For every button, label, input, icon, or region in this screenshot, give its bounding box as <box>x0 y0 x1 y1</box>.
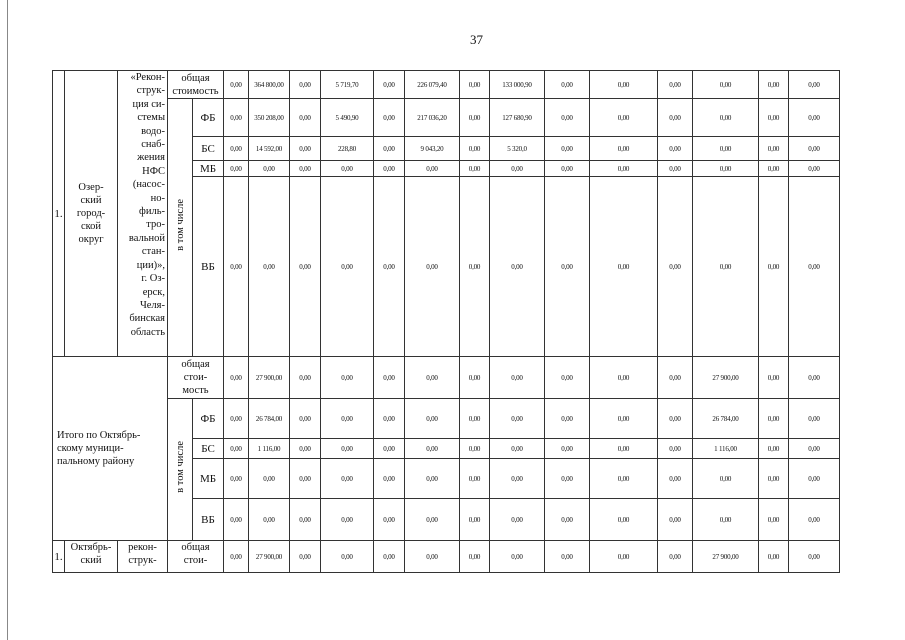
cost-label: общая стоимость <box>168 71 224 99</box>
value-cell: 0,00 <box>321 541 374 573</box>
object-name: рекон- струк- <box>118 541 168 573</box>
value-cell: 0,00 <box>224 459 249 499</box>
value-cell: 0,00 <box>374 177 405 357</box>
page-number: 37 <box>470 32 483 47</box>
value-cell: 226 079,40 <box>405 71 460 99</box>
value-cell: 0,00 <box>374 541 405 573</box>
value-cell: 0,00 <box>545 177 590 357</box>
value-cell: 0,00 <box>545 71 590 99</box>
value-cell: 0,00 <box>290 177 321 357</box>
value-cell: 0,00 <box>290 541 321 573</box>
municipality-name: Октябрь- ский <box>65 541 118 573</box>
value-cell: 0,00 <box>249 499 290 541</box>
value-cell: 0,00 <box>321 161 374 177</box>
value-cell: 228,80 <box>321 137 374 161</box>
value-cell: 0,00 <box>658 137 693 161</box>
left-margin-rule <box>7 0 8 640</box>
value-cell: 0,00 <box>545 439 590 459</box>
value-cell: 0,00 <box>658 399 693 439</box>
value-cell: 0,00 <box>759 357 789 399</box>
value-cell: 0,00 <box>405 459 460 499</box>
value-cell: 0,00 <box>590 99 658 137</box>
value-cell: 0,00 <box>658 459 693 499</box>
value-cell: 0,00 <box>590 399 658 439</box>
value-cell: 0,00 <box>658 177 693 357</box>
value-cell: 0,00 <box>590 541 658 573</box>
value-cell: 0,00 <box>460 439 490 459</box>
value-cell: 27 900,00 <box>693 541 759 573</box>
value-cell: 9 043,20 <box>405 137 460 161</box>
table-row <box>53 541 840 573</box>
value-cell: 26 784,00 <box>693 399 759 439</box>
value-cell: 0,00 <box>374 71 405 99</box>
value-cell: 0,00 <box>545 161 590 177</box>
value-cell: 0,00 <box>321 459 374 499</box>
incl-label-cell <box>168 99 193 357</box>
value-cell: 0,00 <box>658 439 693 459</box>
value-cell: 0,00 <box>405 177 460 357</box>
row-number: 1. <box>53 541 65 573</box>
value-cell: 0,00 <box>490 357 545 399</box>
value-cell: 0,00 <box>405 357 460 399</box>
value-cell: 0,00 <box>545 541 590 573</box>
value-cell: 0,00 <box>789 399 840 439</box>
value-cell: 0,00 <box>789 71 840 99</box>
value-cell: 0,00 <box>374 399 405 439</box>
value-cell: 0,00 <box>224 499 249 541</box>
value-cell: 0,00 <box>490 541 545 573</box>
fund-label: БС <box>193 439 224 459</box>
value-cell: 0,00 <box>224 541 249 573</box>
value-cell: 0,00 <box>490 499 545 541</box>
value-cell: 26 784,00 <box>249 399 290 439</box>
value-cell: 0,00 <box>658 99 693 137</box>
value-cell: 0,00 <box>759 99 789 137</box>
value-cell: 0,00 <box>460 399 490 439</box>
table-row <box>53 99 840 137</box>
value-cell: 0,00 <box>759 499 789 541</box>
value-cell: 0,00 <box>290 71 321 99</box>
value-cell: 0,00 <box>759 399 789 439</box>
value-cell: 14 592,00 <box>249 137 290 161</box>
value-cell: 0,00 <box>759 459 789 499</box>
cost-label: общая стои- мость <box>168 357 224 399</box>
value-cell: 0,00 <box>490 177 545 357</box>
value-cell: 0,00 <box>789 459 840 499</box>
value-cell: 0,00 <box>224 137 249 161</box>
value-cell: 0,00 <box>374 99 405 137</box>
value-cell: 0,00 <box>460 499 490 541</box>
value-cell: 0,00 <box>374 137 405 161</box>
budget-table <box>52 70 840 573</box>
value-cell: 0,00 <box>789 99 840 137</box>
value-cell: 0,00 <box>224 161 249 177</box>
fund-label: МБ <box>193 161 224 177</box>
value-cell: 0,00 <box>321 357 374 399</box>
total-title: Итого по Октябрь- скому муници- пальному району <box>53 357 168 541</box>
value-cell: 0,00 <box>321 499 374 541</box>
value-cell: 1 116,00 <box>249 439 290 459</box>
table-row <box>53 71 840 99</box>
incl-label-cell <box>168 399 193 541</box>
value-cell: 0,00 <box>693 177 759 357</box>
table-row <box>53 399 840 439</box>
value-cell: 0,00 <box>590 161 658 177</box>
value-cell: 133 000,90 <box>490 71 545 99</box>
value-cell: 0,00 <box>249 161 290 177</box>
value-cell: 0,00 <box>789 161 840 177</box>
fund-label: ВБ <box>193 499 224 541</box>
value-cell: 0,00 <box>693 499 759 541</box>
value-cell: 0,00 <box>224 99 249 137</box>
value-cell: 0,00 <box>374 357 405 399</box>
value-cell: 0,00 <box>460 357 490 399</box>
value-cell: 0,00 <box>321 439 374 459</box>
value-cell: 0,00 <box>759 541 789 573</box>
value-cell: 0,00 <box>658 499 693 541</box>
value-cell: 0,00 <box>789 357 840 399</box>
value-cell: 5 320,0 <box>490 137 545 161</box>
value-cell: 0,00 <box>460 71 490 99</box>
value-cell: 0,00 <box>290 439 321 459</box>
table-row <box>53 357 840 399</box>
value-cell: 0,00 <box>590 177 658 357</box>
value-cell: 0,00 <box>321 399 374 439</box>
value-cell: 0,00 <box>759 177 789 357</box>
value-cell: 0,00 <box>405 439 460 459</box>
value-cell: 0,00 <box>405 399 460 439</box>
value-cell: 0,00 <box>759 71 789 99</box>
value-cell: 364 800,00 <box>249 71 290 99</box>
fund-label: МБ <box>193 459 224 499</box>
value-cell: 0,00 <box>460 137 490 161</box>
value-cell: 350 208,00 <box>249 99 290 137</box>
value-cell: 0,00 <box>374 161 405 177</box>
value-cell: 0,00 <box>545 399 590 439</box>
value-cell: 0,00 <box>224 439 249 459</box>
value-cell: 0,00 <box>590 357 658 399</box>
value-cell: 0,00 <box>693 459 759 499</box>
cost-label: общая стои- <box>168 541 224 573</box>
value-cell: 0,00 <box>405 161 460 177</box>
value-cell: 0,00 <box>693 71 759 99</box>
value-cell: 0,00 <box>249 459 290 499</box>
value-cell: 0,00 <box>460 161 490 177</box>
value-cell: 0,00 <box>658 541 693 573</box>
value-cell: 0,00 <box>374 499 405 541</box>
value-cell: 0,00 <box>789 177 840 357</box>
vertical-label: в том числе <box>174 441 186 493</box>
value-cell: 5 490,90 <box>321 99 374 137</box>
value-cell: 0,00 <box>321 177 374 357</box>
value-cell: 0,00 <box>545 459 590 499</box>
value-cell: 0,00 <box>545 499 590 541</box>
value-cell: 0,00 <box>460 177 490 357</box>
value-cell: 0,00 <box>590 459 658 499</box>
value-cell: 0,00 <box>545 357 590 399</box>
value-cell: 0,00 <box>590 71 658 99</box>
value-cell: 0,00 <box>490 161 545 177</box>
value-cell: 0,00 <box>693 161 759 177</box>
municipality-name: Озер- ский город- ской округ <box>65 71 118 357</box>
fund-label: ФБ <box>193 399 224 439</box>
value-cell: 0,00 <box>290 499 321 541</box>
value-cell: 0,00 <box>590 499 658 541</box>
value-cell: 5 719,70 <box>321 71 374 99</box>
value-cell: 0,00 <box>224 71 249 99</box>
object-name: «Рекон- струк- ция си- стемы водо- снаб- жения НФС (насос- но- филь- тро- вальной стан- ции)», г. Оз- ерск, Челя- бинская область <box>118 71 168 357</box>
value-cell: 0,00 <box>590 439 658 459</box>
value-cell: 0,00 <box>789 499 840 541</box>
value-cell: 0,00 <box>460 99 490 137</box>
row-number: 1. <box>53 71 65 357</box>
value-cell: 27 900,00 <box>249 357 290 399</box>
vertical-label: в том числе <box>174 199 186 251</box>
value-cell: 0,00 <box>759 439 789 459</box>
value-cell: 0,00 <box>658 161 693 177</box>
value-cell: 27 900,00 <box>249 541 290 573</box>
value-cell: 127 680,90 <box>490 99 545 137</box>
value-cell: 27 900,00 <box>693 357 759 399</box>
value-cell: 0,00 <box>290 459 321 499</box>
value-cell: 0,00 <box>249 177 290 357</box>
value-cell: 0,00 <box>290 161 321 177</box>
value-cell: 1 116,00 <box>693 439 759 459</box>
value-cell: 0,00 <box>789 541 840 573</box>
value-cell: 0,00 <box>789 439 840 459</box>
value-cell: 0,00 <box>759 137 789 161</box>
fund-label: ВБ <box>193 177 224 357</box>
value-cell: 0,00 <box>374 439 405 459</box>
value-cell: 0,00 <box>290 137 321 161</box>
fund-label: ФБ <box>193 99 224 137</box>
value-cell: 0,00 <box>460 541 490 573</box>
value-cell: 0,00 <box>590 137 658 161</box>
value-cell: 0,00 <box>460 459 490 499</box>
value-cell: 0,00 <box>545 137 590 161</box>
value-cell: 217 036,20 <box>405 99 460 137</box>
value-cell: 0,00 <box>224 399 249 439</box>
value-cell: 0,00 <box>545 99 590 137</box>
value-cell: 0,00 <box>759 161 789 177</box>
value-cell: 0,00 <box>490 439 545 459</box>
value-cell: 0,00 <box>405 499 460 541</box>
fund-label: БС <box>193 137 224 161</box>
value-cell: 0,00 <box>490 399 545 439</box>
value-cell: 0,00 <box>224 357 249 399</box>
value-cell: 0,00 <box>374 459 405 499</box>
value-cell: 0,00 <box>290 357 321 399</box>
value-cell: 0,00 <box>290 99 321 137</box>
value-cell: 0,00 <box>290 399 321 439</box>
value-cell: 0,00 <box>405 541 460 573</box>
value-cell: 0,00 <box>693 137 759 161</box>
value-cell: 0,00 <box>658 357 693 399</box>
value-cell: 0,00 <box>490 459 545 499</box>
value-cell: 0,00 <box>658 71 693 99</box>
value-cell: 0,00 <box>693 99 759 137</box>
value-cell: 0,00 <box>789 137 840 161</box>
value-cell: 0,00 <box>224 177 249 357</box>
